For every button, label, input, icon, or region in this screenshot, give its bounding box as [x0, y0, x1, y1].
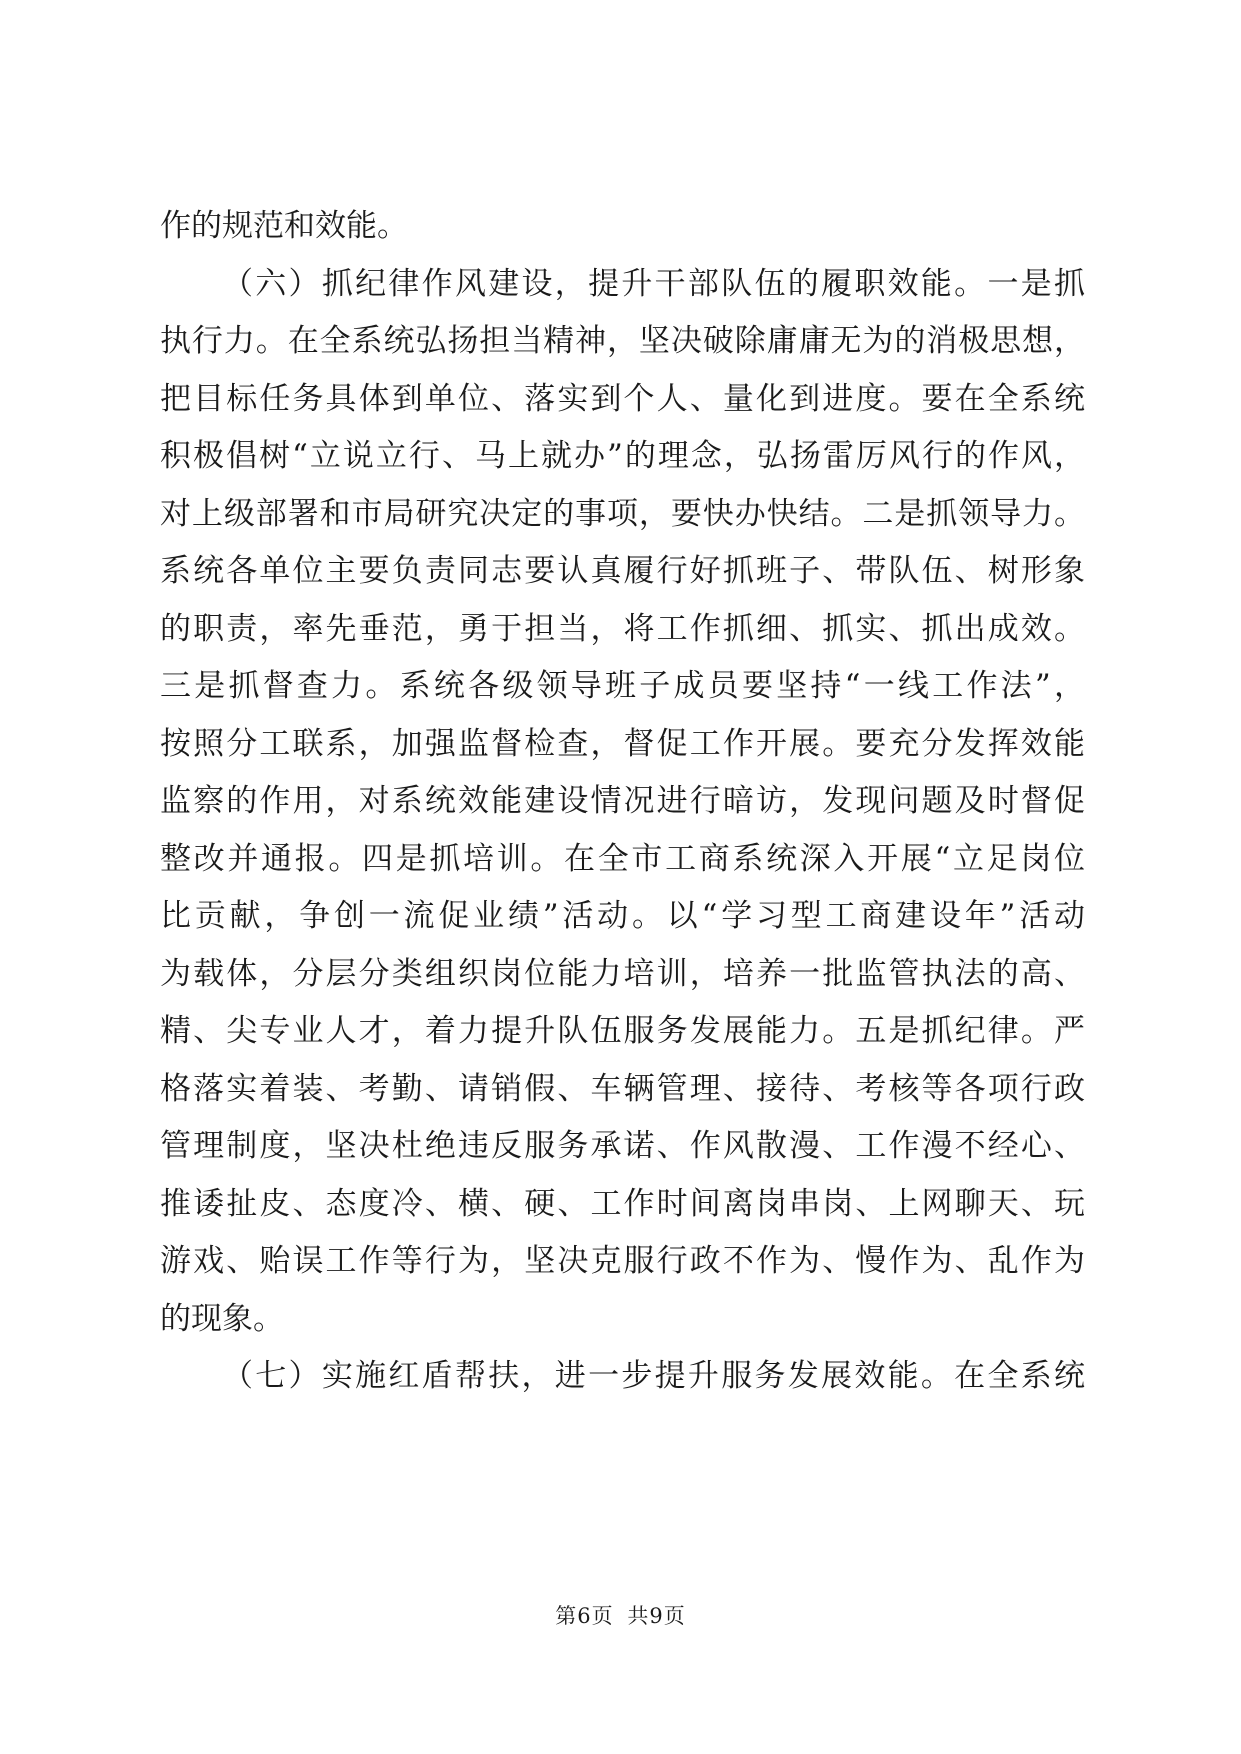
text-line: 推诿扯皮、态度冷、横、硬、工作时间离岗串岗、上网聊天、玩: [160, 1185, 1085, 1222]
page-total: 共9页: [627, 1604, 686, 1628]
text-line: 精、尖专业人才，着力提升队伍服务发展能力。五是抓纪律。严: [160, 1013, 1085, 1049]
text-line: 积极倡树“立说立行、马上就办”的理念，弘扬雷厉风行的作风，: [160, 438, 1085, 474]
page-footer: [0, 1600, 1241, 1630]
text-line: 按照分工联系，加强监督检查，督促工作开展。要充分发挥效能: [160, 725, 1085, 762]
text-line: 作的规范和效能。: [160, 208, 408, 244]
text-line: 把目标任务具体到单位、落实到个人、量化到进度。要在全系统: [160, 380, 1085, 417]
text-line: 管理制度，坚决杜绝违反服务承诺、作风散漫、工作漫不经心、: [160, 1128, 1085, 1164]
text-line: 格落实着装、考勤、请销假、车辆管理、接待、考核等各项行政: [160, 1070, 1085, 1107]
text-line: 的职责，率先垂范，勇于担当，将工作抓细、抓实、抓出成效。: [160, 610, 1085, 647]
text-line: 游戏、贻误工作等行为，坚决克服行政不作为、慢作为、乱作为: [160, 1243, 1085, 1279]
page-number: 第6页: [555, 1604, 614, 1628]
body-text: [160, 198, 1085, 1406]
text-line: 整改并通报。四是抓培训。在全市工商系统深入开展“立足岗位: [160, 840, 1085, 877]
text-line: （七）实施红盾帮扶，进一步提升服务发展效能。在全系统: [222, 1358, 1085, 1394]
text-line: 监察的作用，对系统效能建设情况进行暗访，发现问题及时督促: [160, 783, 1085, 819]
text-line: 比贡献，争创一流促业绩”活动。以“学习型工商建设年”活动: [160, 898, 1085, 934]
text-line: 三是抓督查力。系统各级领导班子成员要坚持“一线工作法”，: [160, 668, 1085, 704]
text-line: 对上级部署和市局研究决定的事项，要快办快结。二是抓领导力。: [160, 495, 1085, 532]
text-line: 系统各单位主要负责同志要认真履行好抓班子、带队伍、树形象: [160, 553, 1085, 589]
text-line: 的现象。: [160, 1300, 284, 1337]
text-line: 执行力。在全系统弘扬担当精神，坚决破除庸庸无为的消极思想，: [160, 323, 1085, 359]
text-line: （六）抓纪律作风建设，提升干部队伍的履职效能。一是抓: [222, 265, 1085, 302]
text-line: 为载体，分层分类组织岗位能力培训，培养一批监管执法的高、: [160, 955, 1085, 992]
